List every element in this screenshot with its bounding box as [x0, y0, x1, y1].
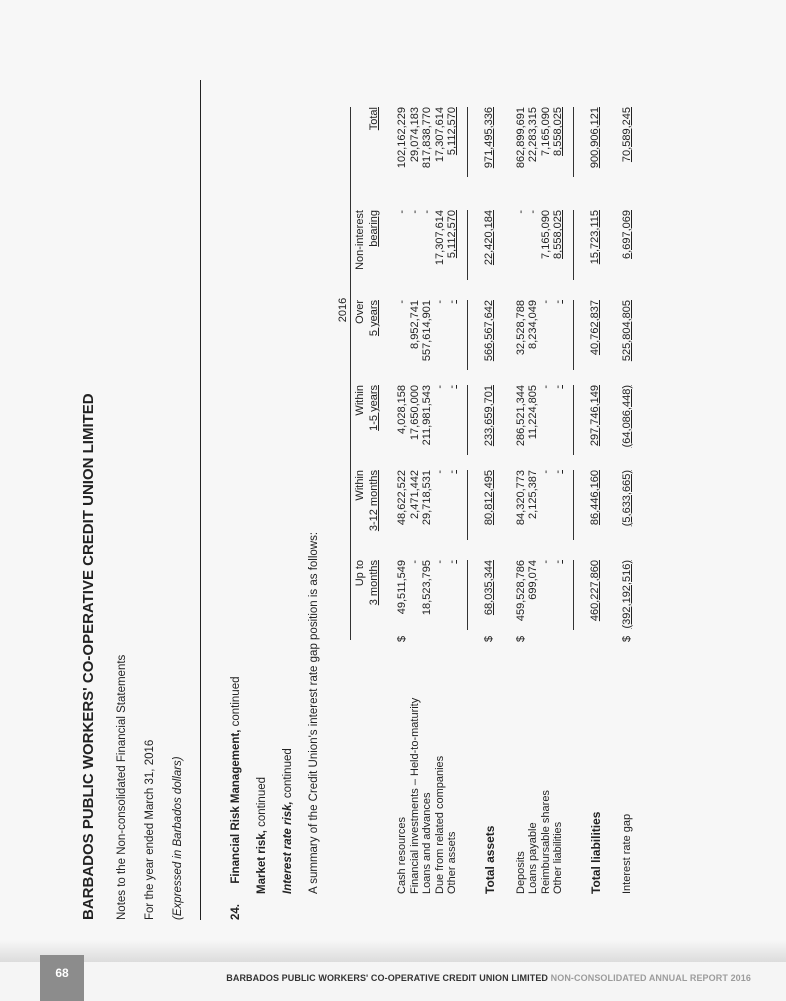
table-cell: 557,614,901 — [421, 300, 433, 362]
table-cell: 86,446,160 — [588, 470, 601, 526]
table-cell: 84,320,773 — [514, 470, 527, 526]
currency-symbol: $ — [620, 635, 633, 642]
column-header-line2: Total — [368, 107, 380, 131]
intro-text: A summary of the Credit Union's interest rate gap position is as follows: — [308, 531, 320, 894]
table-cell: (392,192,516) — [620, 560, 633, 629]
table-cell: 80,812,495 — [482, 470, 495, 526]
table-cell: - — [433, 385, 446, 389]
table-cell: 459,528,786 — [514, 560, 527, 622]
year-header: 2016 — [337, 297, 349, 323]
currency-note: (Expressed in Barbados dollars) — [172, 756, 184, 920]
market-risk-suffix: continued — [256, 776, 268, 831]
table-cell: 17,650,000 — [408, 385, 421, 441]
column-header-line1: Within — [354, 385, 366, 416]
footer-org: BARBADOS PUBLIC WORKERS' CO-OPERATIVE CREDIT UNION LIMITED — [226, 973, 549, 983]
page-fold-shadow — [0, 940, 786, 962]
subtotal-rule — [573, 210, 574, 280]
subtotal-rule — [573, 385, 574, 455]
table-cell: 8,952,741 — [408, 300, 421, 349]
header-rule — [200, 80, 201, 920]
column-header-line2: 5 years — [368, 300, 380, 337]
table-cell: (5,633,665) — [620, 470, 633, 527]
table-cell: 5,112,570 — [446, 210, 458, 259]
section-heading-suffix: continued — [230, 676, 242, 730]
market-risk-text: Market risk, — [256, 830, 268, 894]
table-cell: - — [421, 210, 433, 214]
table-cell: - — [433, 300, 446, 304]
table-cell: - — [539, 300, 552, 304]
table-cell: 49,511,549 — [396, 560, 408, 615]
table-cell: 40,762,837 — [588, 300, 601, 356]
column-header-line1: Within — [354, 470, 366, 501]
column-header-line1: Up to — [354, 560, 366, 587]
section-number: 24. — [230, 904, 242, 920]
table-cell: 900,906,121 — [588, 107, 601, 169]
subtotal-rule — [467, 300, 468, 370]
row-label: Interest rate gap — [620, 813, 633, 894]
table-cell: - — [446, 470, 458, 474]
subtotal-rule — [467, 210, 468, 280]
subtotal-rule — [573, 107, 574, 177]
row-label: Other assets — [446, 831, 458, 894]
subtotal-rule — [467, 560, 468, 630]
column-header-line1: Over — [354, 300, 366, 324]
column-header-line2: bearing — [368, 210, 380, 247]
table-cell: 22,420,184 — [482, 210, 495, 266]
table-cell: 17,307,614 — [433, 107, 446, 163]
table-cell: (64,086,448) — [620, 385, 633, 448]
interest-rate-risk-suffix: continued — [282, 748, 294, 802]
currency-symbol: $ — [482, 635, 495, 642]
table-cell: - — [552, 470, 564, 474]
currency-symbol: $ — [396, 635, 408, 642]
row-label: Total assets — [482, 825, 497, 894]
table-cell: 22,283,315 — [527, 107, 539, 163]
table-cell: - — [539, 470, 552, 474]
period-line: For the year ended March 31, 2016 — [144, 739, 156, 920]
row-label: Total liabilities — [588, 811, 603, 894]
column-header-line1: Non-interest — [354, 210, 366, 270]
row-label: Financial investments – Held-to-maturity — [408, 697, 421, 894]
table-cell: - — [539, 560, 552, 564]
table-cell: 817,838,770 — [421, 107, 433, 169]
table-cell: 6,697,069 — [620, 210, 633, 259]
table-cell: 971,495,336 — [482, 107, 495, 169]
table-cell: - — [446, 560, 458, 564]
table-cell: - — [552, 300, 564, 304]
table-cell: - — [396, 300, 408, 304]
table-cell: 699,074 — [527, 560, 539, 600]
table-cell: - — [408, 210, 421, 214]
table-cell: 286,521,344 — [514, 385, 527, 447]
table-cell: 70,589,245 — [620, 107, 633, 163]
subtotal-rule — [467, 385, 468, 455]
table-cell: 8,234,049 — [527, 300, 539, 349]
table-cell: 2,125,387 — [527, 470, 539, 519]
table-cell: 233,659,701 — [482, 385, 495, 447]
section-heading-text: Financial Risk Management, — [230, 729, 242, 884]
table-cell: 297,746,149 — [588, 385, 601, 447]
table-cell: 17,307,614 — [433, 210, 446, 266]
rotated-content — [80, 20, 720, 920]
column-header-line2: 3 months — [368, 560, 380, 606]
market-risk-heading — [256, 777, 268, 894]
table-cell: - — [539, 385, 552, 389]
table-cell: 29,074,183 — [408, 107, 421, 163]
table-cell: 48,622,522 — [396, 470, 408, 526]
page-number: 68 — [40, 955, 84, 1001]
row-label: Due from related companies — [433, 755, 446, 894]
table-cell: 7,165,090 — [539, 107, 552, 156]
table-cell: 566,567,642 — [482, 300, 495, 362]
interest-rate-risk-heading — [282, 748, 294, 894]
table-cell: - — [433, 560, 446, 564]
row-label: Loans payable — [527, 822, 539, 894]
table-cell: 18,523,795 — [421, 560, 433, 616]
footer-report: NON-CONSOLIDATED ANNUAL REPORT 2016 — [548, 973, 751, 983]
column-header-line2: 1-5 years — [368, 385, 380, 431]
subtotal-rule — [573, 560, 574, 630]
table-cell: 2,471,442 — [408, 470, 421, 519]
table-cell: - — [408, 560, 421, 564]
subtotal-rule — [573, 300, 574, 370]
table-cell: - — [433, 470, 446, 474]
table-cell: 29,718,531 — [421, 470, 433, 526]
table-cell: - — [396, 210, 408, 214]
table-cell: 4,028,158 — [396, 385, 408, 434]
subtotal-rule — [467, 470, 468, 540]
notes-subtitle: Notes to the Non-consolidated Financial Statements — [116, 654, 128, 920]
table-cell: 525,804,805 — [620, 300, 633, 362]
table-cell: - — [527, 210, 539, 214]
row-label: Cash resources — [396, 816, 408, 894]
table-cell: 11,224,805 — [527, 385, 539, 440]
table-cell: 68,035,344 — [482, 560, 495, 616]
table-cell: 8,558,025 — [552, 210, 564, 259]
table-cell: - — [514, 210, 527, 214]
year-rule — [350, 107, 351, 640]
subtotal-rule — [573, 470, 574, 540]
row-label: Loans and advances — [421, 792, 433, 894]
section-heading — [230, 677, 242, 921]
subtotal-rule — [467, 107, 468, 177]
table-cell: 102,162,229 — [396, 107, 408, 169]
table-cell: - — [552, 385, 564, 389]
report-title: BARBADOS PUBLIC WORKERS' CO-OPERATIVE CREDIT UNION LIMITED — [80, 393, 97, 920]
table-cell: 7,165,090 — [539, 210, 552, 259]
row-label: Deposits — [514, 851, 527, 894]
row-label: Reimbursable shares — [539, 790, 552, 894]
table-cell: 862,899,691 — [514, 107, 527, 169]
row-label: Other liabilities — [552, 821, 564, 894]
table-cell: - — [552, 560, 564, 564]
table-cell: 32,528,788 — [514, 300, 527, 356]
footer-banner — [226, 973, 751, 983]
table-cell: 460,227,860 — [588, 560, 601, 622]
currency-symbol: $ — [514, 635, 527, 642]
table-cell: - — [446, 300, 458, 304]
table-cell: 211,981,543 — [421, 385, 433, 446]
table-cell: 5,112,570 — [446, 107, 458, 156]
table-cell: 8,558,025 — [552, 107, 564, 156]
table-cell: 15,723,115 — [588, 210, 601, 265]
column-header-line2: 3-12 months — [368, 470, 380, 532]
interest-rate-risk-text: Interest rate risk, — [282, 801, 294, 894]
table-cell: - — [446, 385, 458, 389]
